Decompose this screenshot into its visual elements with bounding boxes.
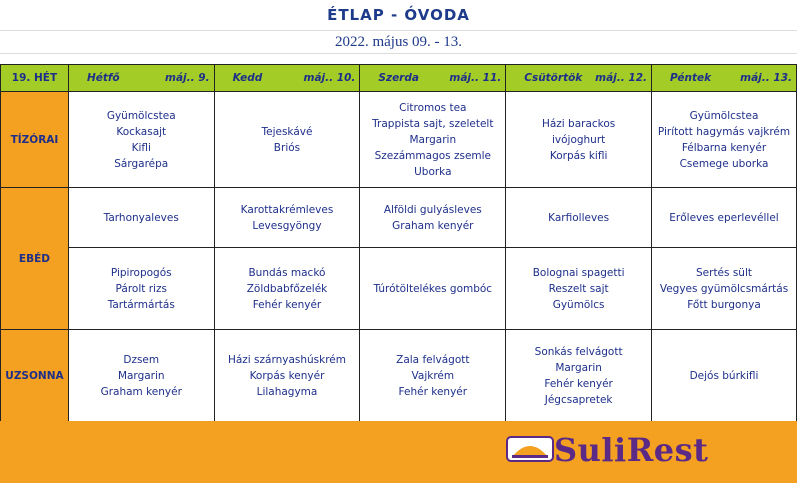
day-header-friday: Péntek máj.. 13.: [652, 65, 797, 92]
menu-cell: [360, 330, 506, 422]
menu-cell: [68, 330, 214, 422]
menu-item: Gyümölcstea: [689, 109, 759, 122]
menu-item: Sertés sült: [696, 266, 752, 279]
menu-cell: [652, 188, 797, 248]
menu-cell: [506, 248, 652, 330]
menu-item: Házi szárnyashúskrém: [227, 353, 346, 366]
menu-item: Graham kenyér: [392, 219, 474, 232]
day-header-monday: Hétfő máj.. 9.: [68, 65, 214, 92]
menu-item: Párolt rizs: [115, 282, 167, 295]
menu-item: Túrótöltelékes gombóc: [373, 282, 493, 295]
menu-cell: [652, 330, 797, 422]
week-label: 19. HÉT: [1, 65, 69, 92]
menu-cell: [652, 248, 797, 330]
menu-item: Tartármártás: [107, 298, 175, 311]
menu-item: Pipiropogós: [110, 266, 172, 279]
menu-item: Zala felvágott: [396, 353, 470, 366]
food-tray-icon: [506, 433, 554, 467]
menu-item: Csemege uborka: [679, 157, 769, 170]
header-row: [1, 65, 797, 92]
meal-label-tizorai: TÍZÓRAI: [1, 92, 69, 188]
menu-cell: [214, 92, 360, 188]
logo-text: SuliRest: [554, 431, 709, 469]
menu-cell: [506, 330, 652, 422]
menu-item: Dzsem: [123, 353, 160, 366]
menu-item: Tarhonyaleves: [103, 211, 179, 224]
row-ebed-main: [1, 248, 797, 330]
menu-item: Kifli: [131, 141, 151, 154]
menu-item: ivójoghurt: [551, 133, 606, 146]
day-header-tuesday: Kedd máj.. 10.: [214, 65, 360, 92]
menu-item: Korpás kifli: [549, 149, 608, 162]
menu-item: Pirított hagymás vajkrém: [657, 125, 791, 138]
page-title: ÉTLAP - ÓVODA: [327, 6, 470, 24]
menu-item: Dejós búrkifli: [689, 369, 759, 382]
sheet-gridline: [0, 30, 797, 31]
menu-cell: [360, 248, 506, 330]
menu-item: Lilahagyma: [256, 385, 318, 398]
menu-cell: [360, 188, 506, 248]
menu-item: Fehér kenyér: [252, 298, 322, 311]
sulirest-logo: [506, 432, 708, 468]
day-header-wednesday: Szerda máj.. 11.: [360, 65, 506, 92]
menu-item: Sárgarépa: [114, 157, 169, 170]
menu-table: [0, 64, 797, 422]
menu-item: Félbarna kenyér: [681, 141, 767, 154]
date-range: 2022. május 09. - 13.: [334, 34, 463, 50]
menu-item: Bolognai spagetti: [532, 266, 625, 279]
menu-item: Gyümölcstea: [106, 109, 176, 122]
menu-item: Korpás kenyér: [249, 369, 325, 382]
menu-item: Uborka: [414, 165, 452, 178]
menu-item: Graham kenyér: [100, 385, 182, 398]
row-uzsonna: [1, 330, 797, 422]
menu-item: Margarin: [555, 361, 602, 374]
menu-item: Karfiolleves: [548, 211, 610, 224]
menu-cell: [652, 92, 797, 188]
sheet-gridline: [0, 53, 797, 54]
row-tizorai: [1, 92, 797, 188]
menu-item: Szezámmagos zsemle: [374, 149, 492, 162]
menu-cell: [506, 188, 652, 248]
menu-item: Vajkrém: [411, 369, 455, 382]
menu-item: Briós: [273, 141, 301, 154]
menu-item: Levesgyöngy: [252, 219, 322, 232]
menu-cell: [506, 92, 652, 188]
menu-item: Zöldbabfőzelék: [246, 282, 328, 295]
menu-cell: [214, 188, 360, 248]
menu-item: Karottakrémleves: [240, 203, 334, 216]
menu-item: Citromos tea: [399, 101, 467, 114]
menu-cell: [214, 330, 360, 422]
menu-item: Fehér kenyér: [398, 385, 468, 398]
menu-cell: [68, 248, 214, 330]
meal-label-uzsonna: UZSONNA: [1, 330, 69, 422]
menu-item: Jégcsapretek: [544, 393, 613, 406]
menu-item: Alföldi gulyásleves: [383, 203, 482, 216]
menu-item: Sonkás felvágott: [534, 345, 623, 358]
day-header-thursday: Csütörtök máj.. 12.: [506, 65, 652, 92]
menu-item: Margarin: [117, 369, 165, 382]
menu-item: Gyümölcs: [552, 298, 605, 311]
menu-item: Fehér kenyér: [544, 377, 613, 390]
menu-item: Reszelt sajt: [548, 282, 609, 295]
menu-item: Házi barackos: [541, 117, 616, 130]
menu-item: Erőleves eperlevéllel: [669, 211, 779, 224]
menu-item: Bundás mackó: [248, 266, 326, 279]
menu-item: Trappista sajt, szeletelt: [372, 117, 494, 130]
menu-item: Vegyes gyümölcsmártás: [659, 282, 789, 295]
menu-item: Kockasajt: [116, 125, 167, 138]
menu-item: Főtt burgonya: [687, 298, 761, 311]
menu-cell: [68, 92, 214, 188]
menu-cell: [68, 188, 214, 248]
menu-cell: [360, 92, 506, 188]
row-ebed-soup: [1, 188, 797, 248]
menu-item: Tejeskávé: [261, 125, 313, 138]
meal-label-ebed: EBÉD: [1, 188, 69, 330]
menu-cell: [214, 248, 360, 330]
menu-item: Margarin: [409, 133, 457, 146]
